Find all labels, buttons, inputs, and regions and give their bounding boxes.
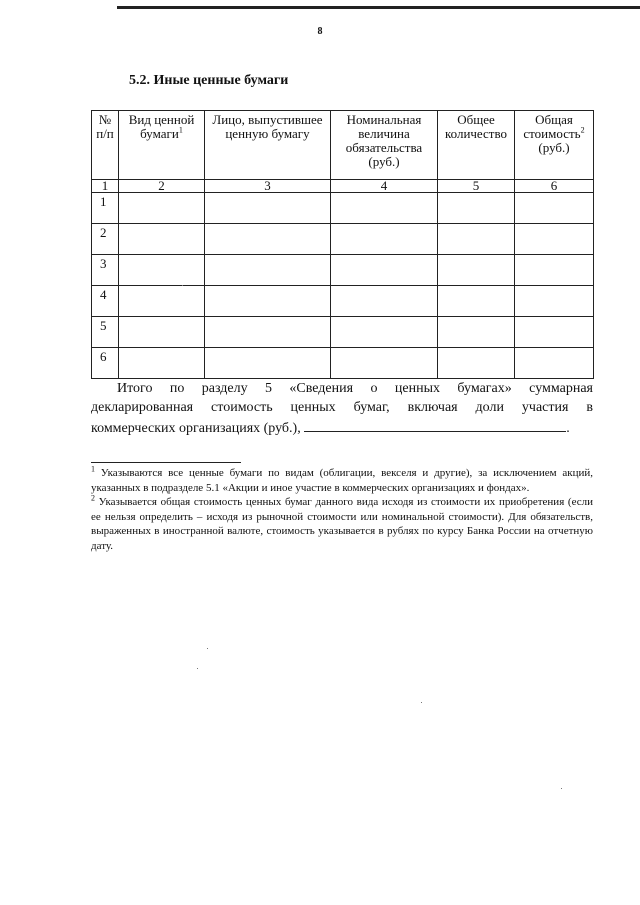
cell-total-cost[interactable] [515,224,594,255]
cell-issuer[interactable] [205,348,331,379]
cell-total-quantity[interactable] [438,286,515,317]
cell-nominal-value[interactable] [331,286,438,317]
header-issuer: Лицо, выпустившее ценную бумагу [205,111,331,180]
section-summary [91,379,593,438]
column-number: 6 [515,180,594,193]
scan-speck [421,702,422,703]
footnote-ref-1: 1 [178,125,183,135]
header-security-type: Вид ценной бумаги$^1$ [119,111,205,180]
row-number: 1 [92,193,119,224]
cell-nominal-value[interactable] [331,224,438,255]
cell-issuer[interactable] [205,224,331,255]
column-number: 5 [438,180,515,193]
header-total-cost: Общая стоимость$^2$ (руб.) [515,111,594,180]
cell-total-cost[interactable] [515,317,594,348]
cell-total-cost[interactable] [515,348,594,379]
header-total-quantity: Общее количество [438,111,515,180]
scan-speck [182,285,183,286]
cell-security-type[interactable] [119,255,205,286]
cell-security-type[interactable] [119,193,205,224]
row-number: 2 [92,224,119,255]
column-number: 1 [92,180,119,193]
scan-speck [197,668,198,669]
footnote-2: $^2$ Указывается общая стоимость ценных бумаг данного вида исходя из стоимости их приобретения (если ее нельзя определить – исходя из рыночной стоимости или номинальной стоимости). Для обязательств, выраженных в иностранной валюте, стоимость указывается в рублях по курсу Банка России на отчетную дату. [91,493,593,552]
cell-security-type[interactable] [119,286,205,317]
summary-line-3: коммерческих организациях (руб.), . [91,417,593,438]
row-number: 5 [92,317,119,348]
summary-line-2: декларированная стоимость ценных бумаг, включая доли участия в [91,400,593,415]
table-column-numbers-row [92,180,594,193]
section-title: 5.2. Иные ценные бумаги [129,73,289,88]
cell-total-quantity[interactable] [438,317,515,348]
footnotes [91,466,593,553]
table-row [92,286,594,317]
cell-nominal-value[interactable] [331,348,438,379]
cell-issuer[interactable] [205,286,331,317]
cell-total-cost[interactable] [515,255,594,286]
cell-total-quantity[interactable] [438,224,515,255]
footnote-1: $^1$ Указываются все ценные бумаги по видам (облигации, векселя и другие), за исключением акций, указанных в подразделе 5.1 «Акции и иное участие в коммерческих организациях и фондах». [91,464,593,494]
row-number: 4 [92,286,119,317]
column-number: 4 [331,180,438,193]
securities-table [91,110,594,379]
cell-security-type[interactable] [119,348,205,379]
table-header-row [92,111,594,180]
row-number: 3 [92,255,119,286]
row-number: 6 [92,348,119,379]
cell-issuer[interactable] [205,255,331,286]
column-number: 2 [119,180,205,193]
table-row [92,348,594,379]
cell-total-cost[interactable] [515,193,594,224]
cell-security-type[interactable] [119,317,205,348]
summary-line-1: Итого по разделу 5 «Сведения о ценных бумагах» суммарная [117,381,593,396]
header-number: № п/п [92,111,119,180]
cell-issuer[interactable] [205,193,331,224]
cell-nominal-value[interactable] [331,317,438,348]
footnote-separator [91,462,241,463]
cell-total-cost[interactable] [515,286,594,317]
header-nominal-value: Номинальная величина обязательства (руб.) [331,111,438,180]
footnote-marker: 1 [91,464,95,474]
cell-total-quantity[interactable] [438,255,515,286]
cell-security-type[interactable] [119,224,205,255]
table-row [92,255,594,286]
table-row [92,193,594,224]
scan-speck [561,788,562,789]
cell-nominal-value[interactable] [331,255,438,286]
cell-nominal-value[interactable] [331,193,438,224]
table-row [92,317,594,348]
total-cost-blank-field[interactable] [304,417,566,432]
column-number: 3 [205,180,331,193]
cell-total-quantity[interactable] [438,348,515,379]
cell-total-quantity[interactable] [438,193,515,224]
footnote-marker: 2 [91,493,95,503]
table-row [92,224,594,255]
page-number: 8 [317,26,323,37]
scan-speck [207,648,208,649]
footnote-ref-2: 2 [580,125,585,135]
cell-issuer[interactable] [205,317,331,348]
top-border-rule [117,6,640,9]
